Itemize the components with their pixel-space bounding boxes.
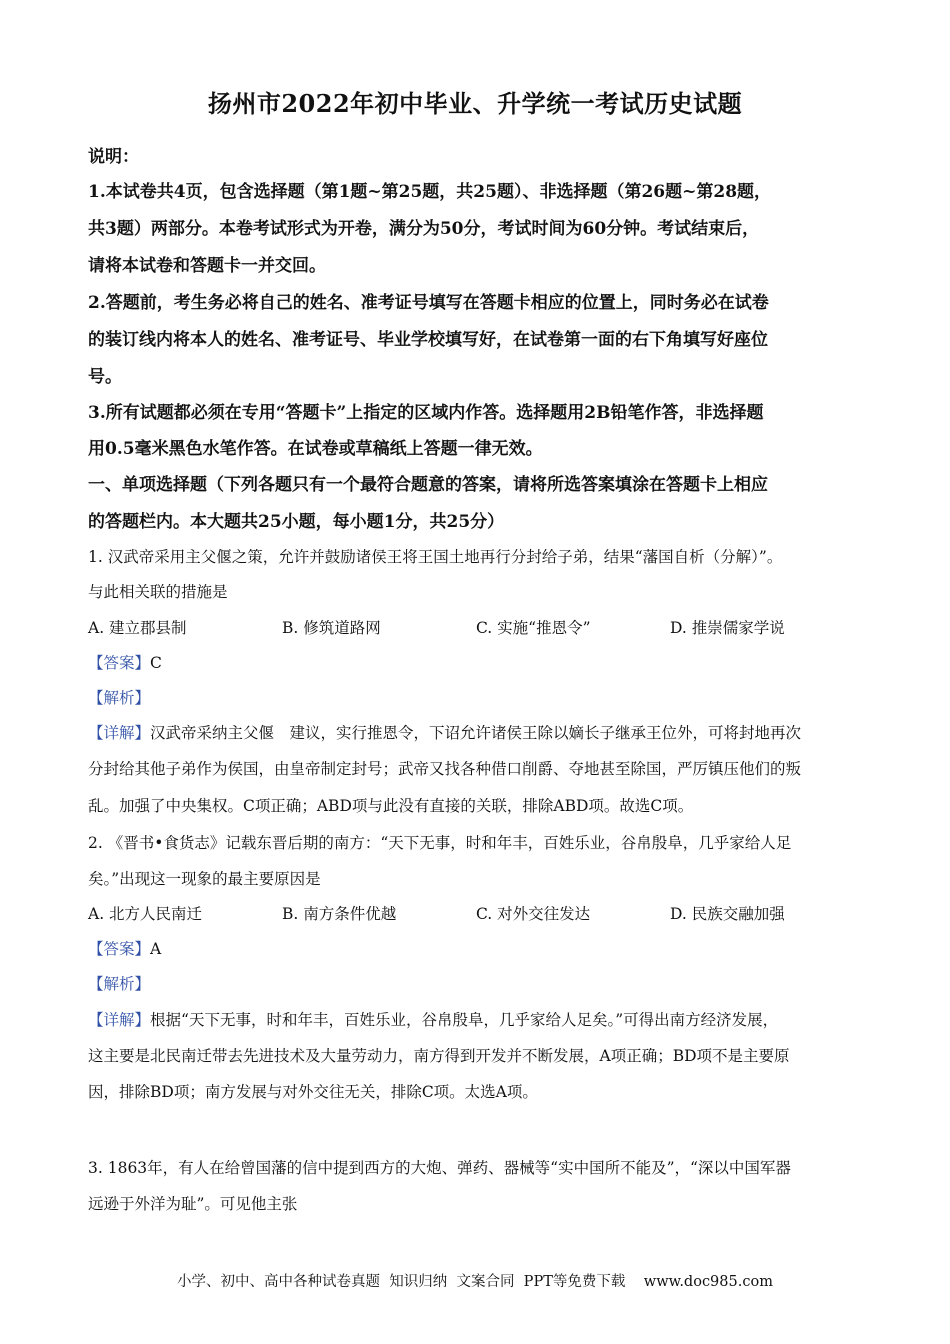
q1-detail-line-2: 分封给其他子弟作为侯国，由皇帝制定封号；武帝又找各种借口削爵、夺地甚至除国，严厉镇压他们的叛	[88, 760, 802, 778]
detail-tag: 【详解】	[88, 1011, 151, 1029]
note-1-line-3: 请将本试卷和答题卡一并交回。	[88, 256, 326, 276]
detail-text: 根据“天下无事，时和年丰，百姓乐业，谷帛殷阜，几乎家给人足矣。”可得出南方经济发展，	[150, 1011, 779, 1029]
note-3-line-1: 3.所有试题都必须在专用“答题卡”上指定的区域内作答。选择题用2B铅笔作答，非选择题	[88, 403, 764, 423]
q1-option-b: B. 修筑道路网	[282, 619, 381, 637]
note-2-line-3: 号。	[88, 367, 122, 387]
note-2-line-1: 2.答题前，考生务必将自己的姓名、准考证号填写在答题卡相应的位置上，同时务必在试卷	[88, 293, 769, 313]
q2-option-d: D. 民族交融加强	[670, 905, 785, 923]
q2-detail-line-3: 因，排除BD项；南方发展与对外交往无关，排除C项。太选A项。	[88, 1083, 538, 1101]
page-footer: 小学、初中、高中各种试卷真题 知识归纳 文案合同 PPT等免费下载 www.doc985.com	[177, 1274, 773, 1290]
section-heading-line-1: 一、单项选择题（下列各题只有一个最符合题意的答案，请将所选答案填涂在答题卡上相应	[88, 475, 768, 495]
q1-analysis-tag: 【解析】	[88, 689, 151, 707]
q2-option-b: B. 南方条件优越	[282, 905, 397, 923]
q1-option-a: A. 建立郡县制	[88, 619, 187, 637]
note-2-line-2: 的装订线内将本人的姓名、准考证号、毕业学校填写好，在试卷第一面的右下角填写好座位	[88, 330, 768, 350]
q2-analysis-tag: 【解析】	[88, 975, 151, 993]
q2-detail-line-1	[88, 1008, 778, 1030]
q2-stem-line-1: 2. 《晋书•食货志》记载东晋后期的南方：“天下无事，时和年丰，百姓乐业，谷帛殷阜，几乎家给人足	[88, 834, 792, 852]
q2-option-a: A. 北方人民南迁	[88, 905, 203, 923]
q3-stem-line-2: 远逊于外洋为耻”。可见他主张	[88, 1195, 298, 1213]
q2-option-c: C. 对外交往发达	[476, 905, 591, 923]
q2-detail-line-2: 这主要是北民南迁带去先进技术及大量劳动力，南方得到开发并不断发展，A项正确；BD项不是主要原	[88, 1047, 790, 1065]
detail-text: 汉武帝采纳主父偃 建议，实行推恩令，下诏允许诸侯王除以嫡长子继承王位外，可将封地再次	[150, 724, 802, 742]
q1-stem-line-2: 与此相关联的措施是	[88, 583, 228, 601]
q1-stem-line-1: 1. 汉武帝采用主父偃之策，允许并鼓励诸侯王将王国土地再行分封给子弟，结果“藩国自析（分解）”。	[88, 548, 783, 566]
q1-detail-line-3: 乱。加强了中央集权。C项正确；ABD项与此没有直接的关联，排除ABD项。故选C项。	[88, 797, 694, 815]
q1-option-d: D. 推崇儒家学说	[670, 619, 785, 637]
section-heading-line-2: 的答题栏内。本大题共25小题，每小题1分，共25分）	[88, 512, 505, 532]
q2-answer	[88, 937, 161, 959]
q1-detail-line-1	[88, 721, 801, 743]
note-1-line-2: 共3题）两部分。本卷考试形式为开卷，满分为50分，考试时间为60分钟。考试结束后，	[88, 219, 760, 239]
q3-stem-line-1: 3. 1863年，有人在给曾国藩的信中提到西方的大炮、弹药、器械等“实中国所不能及”，“深以中国军器	[88, 1159, 791, 1177]
answer-value: A	[150, 940, 162, 958]
q1-option-c: C. 实施“推恩令”	[476, 619, 591, 637]
note-3-line-2: 用0.5毫米黑色水笔作答。在试卷或草稿纸上答题一律无效。	[88, 439, 543, 459]
note-1-line-1: 1.本试卷共4页，包含选择题（第1题~第25题，共25题）、非选择题（第26题~第28题，	[88, 182, 772, 202]
page-title: 扬州市2022年初中毕业、升学统一考试历史试题	[207, 89, 743, 118]
q1-answer	[88, 651, 162, 673]
answer-tag: 【答案】	[88, 940, 151, 958]
answer-value: C	[150, 654, 162, 672]
detail-tag: 【详解】	[88, 724, 151, 742]
notes-heading: 说明：	[88, 147, 139, 167]
q2-stem-line-2: 矣。”出现这一现象的最主要原因是	[88, 870, 321, 888]
answer-tag: 【答案】	[88, 654, 151, 672]
